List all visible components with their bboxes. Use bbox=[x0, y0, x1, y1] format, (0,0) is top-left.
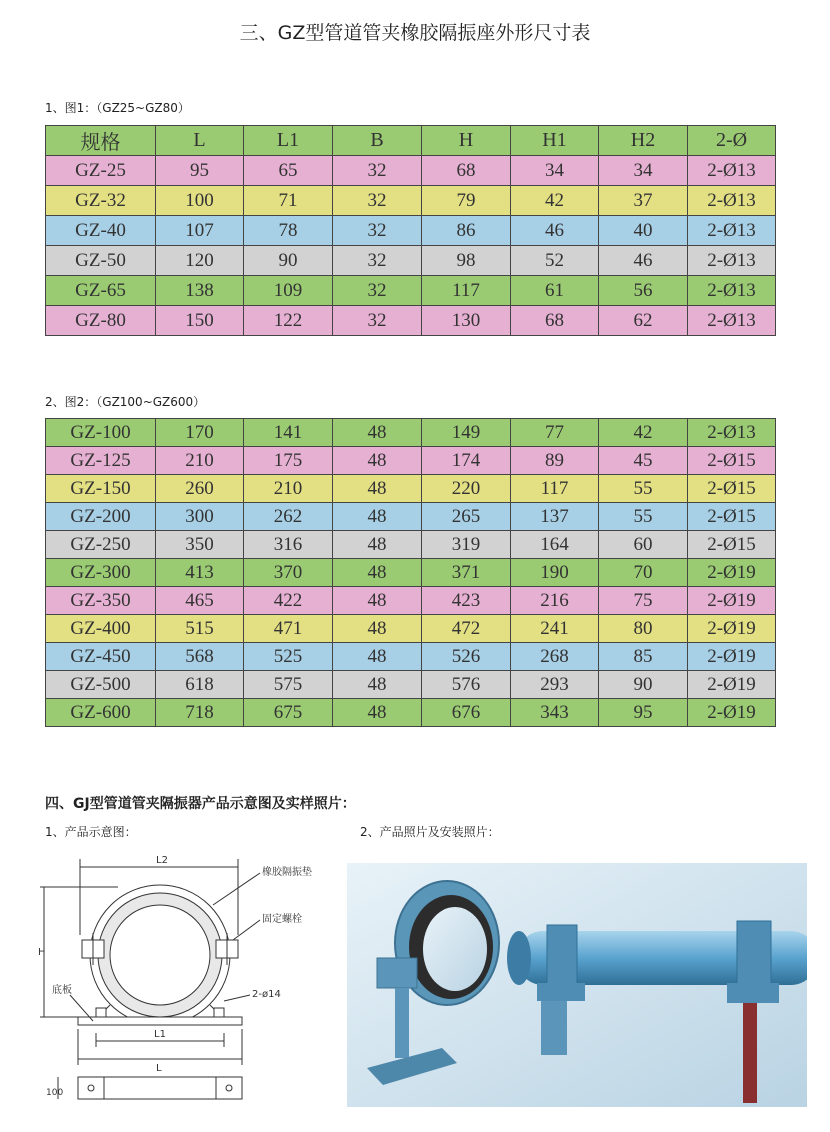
value-cell: H1 bbox=[511, 126, 599, 156]
value-cell: 137 bbox=[511, 503, 599, 531]
value-cell: 718 bbox=[156, 699, 244, 727]
value-cell: 465 bbox=[156, 587, 244, 615]
value-cell: 575 bbox=[244, 671, 333, 699]
model-cell: GZ-80 bbox=[46, 306, 156, 336]
model-cell: GZ-150 bbox=[46, 475, 156, 503]
model-cell: GZ-500 bbox=[46, 671, 156, 699]
value-cell: 2-Ø13 bbox=[688, 156, 776, 186]
model-cell: GZ-50 bbox=[46, 246, 156, 276]
value-cell: 175 bbox=[244, 447, 333, 475]
value-cell: 371 bbox=[422, 559, 511, 587]
value-cell: 2-Ø19 bbox=[688, 643, 776, 671]
table-row bbox=[46, 643, 776, 671]
value-cell: 422 bbox=[244, 587, 333, 615]
value-cell: 42 bbox=[599, 419, 688, 447]
value-cell: 37 bbox=[599, 186, 688, 216]
model-cell: GZ-65 bbox=[46, 276, 156, 306]
value-cell: 210 bbox=[244, 475, 333, 503]
value-cell: 68 bbox=[511, 306, 599, 336]
value-cell: 100 bbox=[156, 186, 244, 216]
product-schematic bbox=[38, 845, 338, 1115]
value-cell: 40 bbox=[599, 216, 688, 246]
value-cell: 48 bbox=[333, 587, 422, 615]
table-row bbox=[46, 447, 776, 475]
section4-title: 四、GJ型管道管夹隔振器产品示意图及实样照片： bbox=[45, 796, 356, 812]
table-row bbox=[46, 531, 776, 559]
value-cell: 46 bbox=[511, 216, 599, 246]
value-cell: 2-Ø13 bbox=[688, 216, 776, 246]
value-cell: 46 bbox=[599, 246, 688, 276]
base-plate-label: 底板 bbox=[52, 985, 72, 996]
value-cell: 138 bbox=[156, 276, 244, 306]
value-cell: H bbox=[422, 126, 511, 156]
value-cell: 98 bbox=[422, 246, 511, 276]
value-cell: 52 bbox=[511, 246, 599, 276]
value-cell: 48 bbox=[333, 559, 422, 587]
value-cell: 350 bbox=[156, 531, 244, 559]
value-cell: H2 bbox=[599, 126, 688, 156]
table-row bbox=[46, 419, 776, 447]
value-cell: 117 bbox=[422, 276, 511, 306]
dim-100: 100 bbox=[46, 1088, 64, 1098]
value-cell: 515 bbox=[156, 615, 244, 643]
model-cell: GZ-400 bbox=[46, 615, 156, 643]
value-cell: 526 bbox=[422, 643, 511, 671]
value-cell: 675 bbox=[244, 699, 333, 727]
model-cell: GZ-250 bbox=[46, 531, 156, 559]
sub2-label: 2、产品照片及安装照片： bbox=[360, 825, 500, 839]
value-cell: 262 bbox=[244, 503, 333, 531]
value-cell: 293 bbox=[511, 671, 599, 699]
value-cell: 32 bbox=[333, 156, 422, 186]
value-cell: 2-Ø19 bbox=[688, 699, 776, 727]
value-cell: 56 bbox=[599, 276, 688, 306]
value-cell: 2-Ø19 bbox=[688, 615, 776, 643]
value-cell: 319 bbox=[422, 531, 511, 559]
table-row bbox=[46, 475, 776, 503]
value-cell: 268 bbox=[511, 643, 599, 671]
value-cell: 122 bbox=[244, 306, 333, 336]
value-cell: 618 bbox=[156, 671, 244, 699]
value-cell: 78 bbox=[244, 216, 333, 246]
value-cell: 32 bbox=[333, 186, 422, 216]
value-cell: 2-Ø13 bbox=[688, 246, 776, 276]
table-row bbox=[46, 216, 776, 246]
dim-h: H bbox=[38, 947, 46, 958]
value-cell: 241 bbox=[511, 615, 599, 643]
value-cell: 75 bbox=[599, 587, 688, 615]
dim-l: L bbox=[156, 1063, 162, 1074]
sub1-label: 1、产品示意图： bbox=[45, 825, 137, 839]
value-cell: L bbox=[156, 126, 244, 156]
table-row bbox=[46, 306, 776, 336]
model-cell: 规格 bbox=[46, 126, 156, 156]
value-cell: 89 bbox=[511, 447, 599, 475]
value-cell: 576 bbox=[422, 671, 511, 699]
value-cell: 150 bbox=[156, 306, 244, 336]
bolt-label: 固定螺栓 bbox=[262, 914, 302, 925]
value-cell: 210 bbox=[156, 447, 244, 475]
value-cell: 471 bbox=[244, 615, 333, 643]
value-cell: 79 bbox=[422, 186, 511, 216]
value-cell: 2-Ø bbox=[688, 126, 776, 156]
value-cell: 568 bbox=[156, 643, 244, 671]
model-cell: GZ-125 bbox=[46, 447, 156, 475]
value-cell: 65 bbox=[244, 156, 333, 186]
value-cell: 130 bbox=[422, 306, 511, 336]
rubber-pad-label: 橡胶隔振垫 bbox=[262, 867, 312, 878]
value-cell: 42 bbox=[511, 186, 599, 216]
value-cell: 32 bbox=[333, 306, 422, 336]
value-cell: L1 bbox=[244, 126, 333, 156]
model-cell: GZ-100 bbox=[46, 419, 156, 447]
value-cell: 2-Ø15 bbox=[688, 447, 776, 475]
table-row bbox=[46, 276, 776, 306]
value-cell: 55 bbox=[599, 503, 688, 531]
table-row bbox=[46, 699, 776, 727]
holes-label: 2-ø14 bbox=[252, 989, 281, 1000]
value-cell: B bbox=[333, 126, 422, 156]
value-cell: 61 bbox=[511, 276, 599, 306]
value-cell: 48 bbox=[333, 643, 422, 671]
value-cell: 220 bbox=[422, 475, 511, 503]
value-cell: 86 bbox=[422, 216, 511, 246]
value-cell: 141 bbox=[244, 419, 333, 447]
table-row bbox=[46, 246, 776, 276]
value-cell: 149 bbox=[422, 419, 511, 447]
model-cell: GZ-40 bbox=[46, 216, 156, 246]
value-cell: 120 bbox=[156, 246, 244, 276]
value-cell: 216 bbox=[511, 587, 599, 615]
value-cell: 343 bbox=[511, 699, 599, 727]
value-cell: 68 bbox=[422, 156, 511, 186]
fig2-label: 2、图2：（GZ100~GZ600） bbox=[45, 395, 206, 409]
product-photo bbox=[347, 863, 807, 1107]
value-cell: 77 bbox=[511, 419, 599, 447]
value-cell: 32 bbox=[333, 246, 422, 276]
value-cell: 45 bbox=[599, 447, 688, 475]
value-cell: 107 bbox=[156, 216, 244, 246]
value-cell: 164 bbox=[511, 531, 599, 559]
value-cell: 48 bbox=[333, 671, 422, 699]
value-cell: 34 bbox=[599, 156, 688, 186]
model-cell: GZ-600 bbox=[46, 699, 156, 727]
value-cell: 2-Ø19 bbox=[688, 671, 776, 699]
table-row bbox=[46, 587, 776, 615]
value-cell: 48 bbox=[333, 503, 422, 531]
value-cell: 413 bbox=[156, 559, 244, 587]
value-cell: 2-Ø13 bbox=[688, 306, 776, 336]
model-cell: GZ-32 bbox=[46, 186, 156, 216]
model-cell: GZ-300 bbox=[46, 559, 156, 587]
value-cell: 32 bbox=[333, 216, 422, 246]
table-row bbox=[46, 503, 776, 531]
value-cell: 90 bbox=[244, 246, 333, 276]
value-cell: 2-Ø15 bbox=[688, 531, 776, 559]
value-cell: 48 bbox=[333, 475, 422, 503]
value-cell: 34 bbox=[511, 156, 599, 186]
value-cell: 48 bbox=[333, 447, 422, 475]
dim-l2: L2 bbox=[156, 855, 168, 866]
table-row bbox=[46, 671, 776, 699]
value-cell: 109 bbox=[244, 276, 333, 306]
value-cell: 70 bbox=[599, 559, 688, 587]
value-cell: 62 bbox=[599, 306, 688, 336]
model-cell: GZ-450 bbox=[46, 643, 156, 671]
value-cell: 423 bbox=[422, 587, 511, 615]
value-cell: 2-Ø13 bbox=[688, 186, 776, 216]
value-cell: 90 bbox=[599, 671, 688, 699]
value-cell: 95 bbox=[599, 699, 688, 727]
value-cell: 316 bbox=[244, 531, 333, 559]
table-row bbox=[46, 615, 776, 643]
value-cell: 117 bbox=[511, 475, 599, 503]
value-cell: 60 bbox=[599, 531, 688, 559]
value-cell: 48 bbox=[333, 615, 422, 643]
value-cell: 170 bbox=[156, 419, 244, 447]
value-cell: 676 bbox=[422, 699, 511, 727]
value-cell: 525 bbox=[244, 643, 333, 671]
value-cell: 472 bbox=[422, 615, 511, 643]
model-cell: GZ-350 bbox=[46, 587, 156, 615]
table-row bbox=[46, 186, 776, 216]
value-cell: 2-Ø15 bbox=[688, 475, 776, 503]
value-cell: 190 bbox=[511, 559, 599, 587]
dimension-table-2 bbox=[45, 418, 776, 727]
table-row bbox=[46, 559, 776, 587]
value-cell: 48 bbox=[333, 419, 422, 447]
value-cell: 260 bbox=[156, 475, 244, 503]
dimension-table-1 bbox=[45, 125, 776, 336]
value-cell: 265 bbox=[422, 503, 511, 531]
table-header-row bbox=[46, 126, 776, 156]
value-cell: 2-Ø19 bbox=[688, 559, 776, 587]
fig1-label: 1、图1：（GZ25~GZ80） bbox=[45, 101, 190, 115]
value-cell: 55 bbox=[599, 475, 688, 503]
value-cell: 80 bbox=[599, 615, 688, 643]
value-cell: 300 bbox=[156, 503, 244, 531]
value-cell: 48 bbox=[333, 699, 422, 727]
page-title: 三、GZ型管道管夹橡胶隔振座外形尺寸表 bbox=[239, 22, 591, 44]
model-cell: GZ-25 bbox=[46, 156, 156, 186]
value-cell: 95 bbox=[156, 156, 244, 186]
value-cell: 71 bbox=[244, 186, 333, 216]
model-cell: GZ-200 bbox=[46, 503, 156, 531]
dim-l1: L1 bbox=[154, 1029, 166, 1040]
value-cell: 85 bbox=[599, 643, 688, 671]
value-cell: 2-Ø13 bbox=[688, 419, 776, 447]
value-cell: 48 bbox=[333, 531, 422, 559]
table-row bbox=[46, 156, 776, 186]
value-cell: 2-Ø15 bbox=[688, 503, 776, 531]
value-cell: 2-Ø13 bbox=[688, 276, 776, 306]
value-cell: 32 bbox=[333, 276, 422, 306]
value-cell: 174 bbox=[422, 447, 511, 475]
value-cell: 370 bbox=[244, 559, 333, 587]
value-cell: 2-Ø19 bbox=[688, 587, 776, 615]
